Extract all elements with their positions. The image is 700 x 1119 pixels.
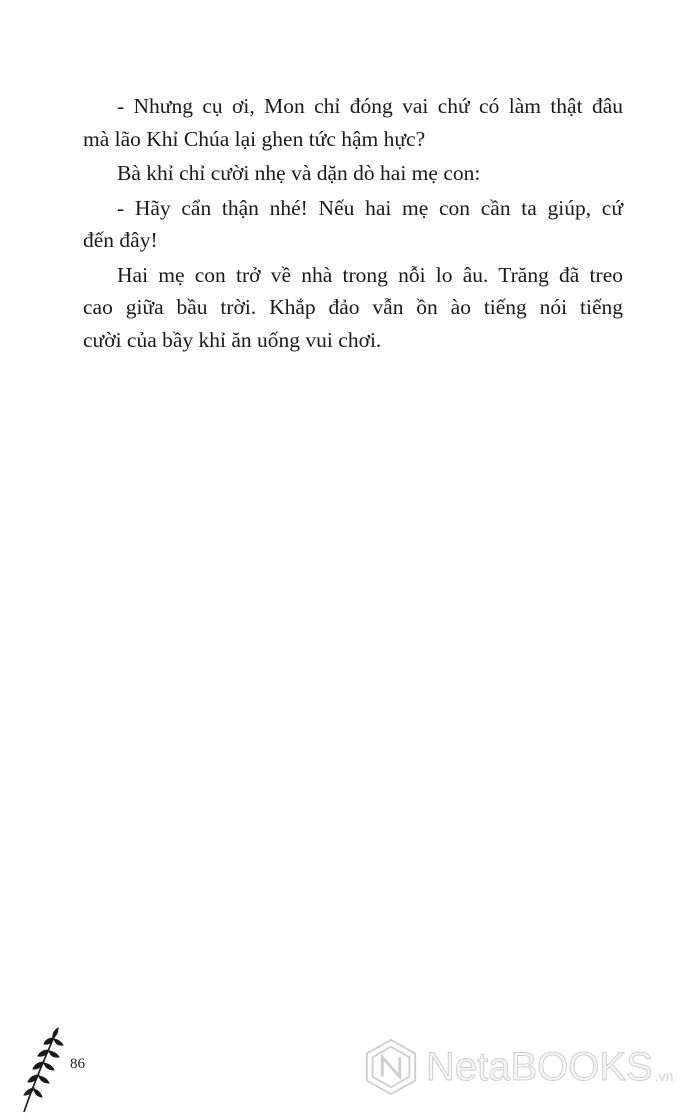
text-line: Bà khỉ chỉ cười nhẹ và dặn dò hai mẹ con: [117,161,481,185]
watermark-brand: NetaBOOKS [426,1044,653,1089]
text-line: đến đây! [83,228,158,252]
page-number: 86 [70,1056,85,1072]
body-text [83,90,623,358]
paragraph [83,90,623,155]
text-line: cao giữa bầu trời. Khắp đảo vẫn ồn ào tiếng nói tiếng [83,295,623,319]
text-line: mà lão Khỉ Chúa lại ghen tức hậm hực? [83,126,426,151]
paragraph [83,259,623,357]
netabooks-logo-icon [362,1038,420,1096]
text-line: - Nhưng cụ ơi, Mon chỉ đóng vai chứ có làm thật đâu [117,94,623,118]
text-line: - Hãy cẩn thận nhé! Nếu hai mẹ con cần ta giúp, cứ [117,195,623,220]
paragraph [83,192,623,257]
text-line: Hai mẹ con trở về nhà trong nỗi lo âu. Trăng đã treo [117,262,623,287]
leaf-branch-icon [18,1022,68,1114]
watermark-suffix: .vn [654,1068,674,1084]
paragraph [83,157,623,190]
text-line: cười của bầy khỉ ăn uống vui chơi. [83,327,382,352]
watermark [362,1036,673,1098]
